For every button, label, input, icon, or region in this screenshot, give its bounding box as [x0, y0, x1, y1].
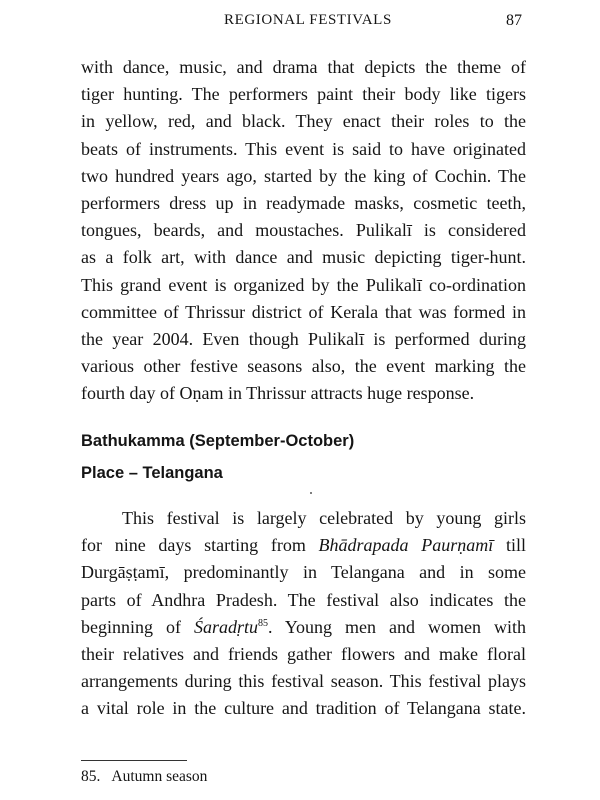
- paragraph-line: performers dress up in readymade masks, cosmetic teeth,: [81, 192, 526, 213]
- section-subheading: Place – Telangana: [81, 464, 223, 482]
- paragraph-line: beats of instruments. This event is said to have originated: [81, 138, 526, 159]
- paragraph-line: tongues, beards, and moustaches. Pulikalī is considered: [81, 220, 526, 241]
- paragraph-line: arrangements during this festival season. This festival plays: [81, 671, 526, 692]
- paragraph-line: fourth day of Oṇam in Thrissur attracts huge response.: [81, 383, 475, 404]
- italic-term: Śaradṛtu: [193, 616, 258, 637]
- page-number: 87: [506, 12, 522, 29]
- text-run: till: [493, 535, 526, 556]
- footnote-divider: [81, 760, 187, 761]
- text-run: . Young men and women with: [268, 616, 526, 637]
- paragraph-line: Durgāṣṭamī, predominantly in Telangana and in some: [81, 562, 526, 583]
- page-header: [0, 12, 600, 36]
- paragraph-line: in yellow, red, and black. They enact their roles to the: [81, 111, 526, 132]
- text-run: for nine days starting from: [81, 535, 319, 556]
- paragraph-line: tiger hunting. The performers paint their body like tigers: [81, 84, 526, 105]
- paragraph-line: parts of Andhra Pradesh. The festival also indicates the: [81, 589, 526, 610]
- paragraph-line: [81, 614, 526, 641]
- paragraph-line: as a folk art, with dance and music depicting tiger-hunt.: [81, 247, 526, 268]
- print-speck: [310, 492, 312, 494]
- paragraph-line: a vital role in the culture and tradition of Telangana state.: [81, 698, 526, 719]
- footnote-number: 85.: [81, 768, 101, 785]
- paragraph-pulikali: [81, 54, 526, 407]
- running-head: REGIONAL FESTIVALS: [224, 12, 392, 28]
- footnote-ref: 85: [258, 617, 268, 629]
- paragraph-line: their relatives and friends gather flowers and make floral: [81, 643, 526, 664]
- italic-term: Bhādrapada Paurṇamī: [318, 535, 494, 556]
- section-heading: Bathukamma (September-October): [81, 432, 355, 450]
- paragraph-line: [81, 532, 526, 559]
- paragraph-line: with dance, music, and drama that depicts the theme of: [81, 57, 526, 77]
- paragraph-line: This grand event is organized by the Pulikalī co-ordination: [81, 274, 526, 295]
- footnote-text: Autumn season: [111, 768, 208, 785]
- paragraph-line: two hundred years ago, started by the king of Cochin. The: [81, 165, 526, 186]
- paragraph-line: various other festive seasons also, the event marking the: [81, 356, 526, 377]
- text-run: beginning of: [81, 616, 194, 637]
- paragraph-line: the year 2004. Even though Pulikalī is performed during: [81, 328, 526, 349]
- footnote: [81, 768, 207, 786]
- paragraph-line: This festival is largely celebrated by young girls: [122, 508, 526, 528]
- paragraph-line: committee of Thrissur district of Kerala that was formed in: [81, 301, 526, 322]
- paragraph-bathukamma: [81, 505, 526, 723]
